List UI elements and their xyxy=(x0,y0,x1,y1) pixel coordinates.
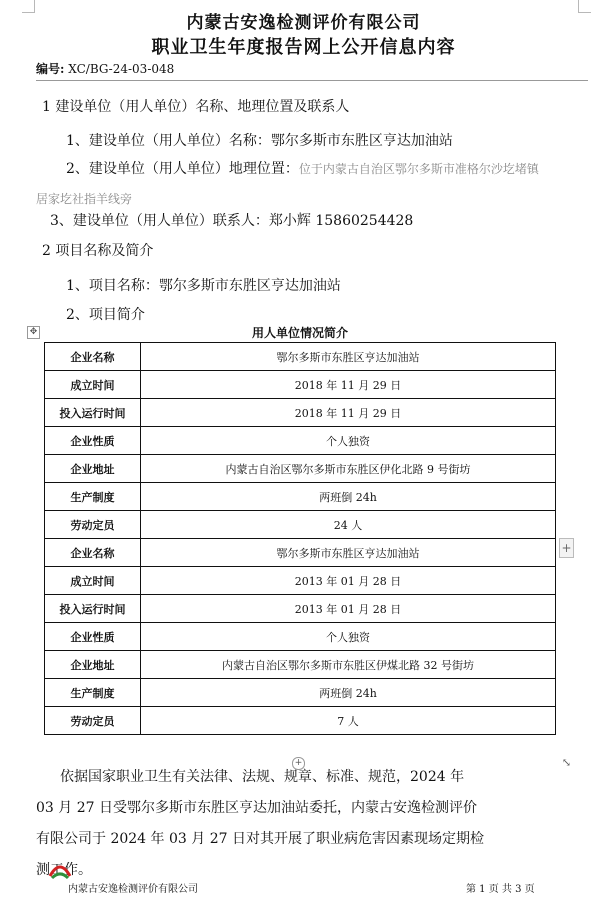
footer-page-number: 第 1 页 共 3 页 xyxy=(466,884,535,895)
row-key: 劳动定员 xyxy=(45,511,141,539)
row-value: 2018 年 11 月 29 日 xyxy=(141,371,556,399)
row-value: 2013 年 01 月 28 日 xyxy=(141,567,556,595)
add-row-icon[interactable]: + xyxy=(559,538,574,558)
document-code xyxy=(36,60,174,77)
row-key: 生产制度 xyxy=(45,483,141,511)
section1-item1: 1、建设单位（用人单位）名称：鄂尔多斯市东胜区亨达加油站 xyxy=(66,133,453,149)
row-value: 7 人 xyxy=(141,707,556,735)
table-row xyxy=(45,371,556,399)
row-key: 投入运行时间 xyxy=(45,595,141,623)
item2-value: 位于内蒙古自治区鄂尔多斯市准格尔沙圪堵镇 xyxy=(298,162,539,176)
section2-item2: 2、项目简介 xyxy=(66,307,145,323)
row-key: 成立时间 xyxy=(45,371,141,399)
header-rule xyxy=(36,80,588,81)
row-value: 个人独资 xyxy=(141,623,556,651)
section2-item1: 1、项目名称：鄂尔多斯市东胜区亨达加油站 xyxy=(66,278,341,294)
row-value: 两班倒 24h xyxy=(141,483,556,511)
code-label: 编号: xyxy=(36,62,65,76)
code-value: XC/BG-24-03-048 xyxy=(68,62,175,76)
row-value: 内蒙古自治区鄂尔多斯市东胜区伊煤北路 32 号街坊 xyxy=(141,651,556,679)
table-row xyxy=(45,567,556,595)
section1-heading: 1 建设单位（用人单位）名称、地理位置及联系人 xyxy=(42,99,350,115)
document-title: 职业卫生年度报告网上公开信息内容 xyxy=(151,37,456,58)
table-row xyxy=(45,399,556,427)
paragraph-line: 03 月 27 日受鄂尔多斯市东胜区亨达加油站委托，内蒙古安逸检测评价 xyxy=(36,800,477,816)
table-row xyxy=(45,595,556,623)
table-row xyxy=(45,455,556,483)
table-row xyxy=(45,511,556,539)
row-value: 2013 年 01 月 28 日 xyxy=(141,595,556,623)
footer-company: 内蒙古安逸检测评价有限公司 xyxy=(68,884,198,895)
row-value: 2018 年 11 月 29 日 xyxy=(141,399,556,427)
row-key: 生产制度 xyxy=(45,679,141,707)
row-key: 企业地址 xyxy=(45,651,141,679)
table-row xyxy=(45,343,556,371)
employer-info-table xyxy=(44,342,556,735)
row-value: 两班倒 24h xyxy=(141,679,556,707)
row-key: 企业性质 xyxy=(45,623,141,651)
row-value: 内蒙古自治区鄂尔多斯市东胜区伊化北路 9 号街坊 xyxy=(141,455,556,483)
table-row xyxy=(45,679,556,707)
row-key: 劳动定员 xyxy=(45,707,141,735)
row-key: 企业地址 xyxy=(45,455,141,483)
add-column-icon[interactable]: + xyxy=(292,757,305,770)
table-row xyxy=(45,427,556,455)
row-key: 企业性质 xyxy=(45,427,141,455)
table-row xyxy=(45,539,556,567)
row-value: 24 人 xyxy=(141,511,556,539)
row-value: 鄂尔多斯市东胜区亨达加油站 xyxy=(141,539,556,567)
row-key: 成立时间 xyxy=(45,567,141,595)
table-row xyxy=(45,707,556,735)
row-key: 企业名称 xyxy=(45,343,141,371)
table-row xyxy=(45,623,556,651)
table-caption: 用人单位情况简介 xyxy=(251,326,348,340)
row-value: 鄂尔多斯市东胜区亨达加油站 xyxy=(141,343,556,371)
item2-value-continued: 居家圪社指羊线旁 xyxy=(36,192,133,206)
paragraph-line: 测工作。 xyxy=(36,862,92,878)
paragraph-line: 有限公司于 2024 年 03 月 27 日对其开展了职业病危害因素现场定期检 xyxy=(36,831,484,847)
table-resize-icon[interactable]: ⤡ xyxy=(561,756,572,769)
section1-item2 xyxy=(66,158,539,178)
row-key: 投入运行时间 xyxy=(45,399,141,427)
section1-item3: 3、建设单位（用人单位）联系人：郑小辉 15860254428 xyxy=(50,213,414,229)
table-row xyxy=(45,651,556,679)
company-title: 内蒙古安逸检测评价有限公司 xyxy=(186,13,421,33)
item2-label: 2、建设单位（用人单位）地理位置： xyxy=(66,161,299,177)
body-paragraph xyxy=(36,762,560,886)
paragraph-line: 依据国家职业卫生有关法律、法规、规章、标准、规范，2024 年 xyxy=(60,769,465,785)
table-move-icon[interactable]: ✥ xyxy=(27,326,40,339)
section2-heading: 2 项目名称及简介 xyxy=(42,243,154,259)
row-value: 个人独资 xyxy=(141,427,556,455)
table-row xyxy=(45,483,556,511)
row-key: 企业名称 xyxy=(45,539,141,567)
